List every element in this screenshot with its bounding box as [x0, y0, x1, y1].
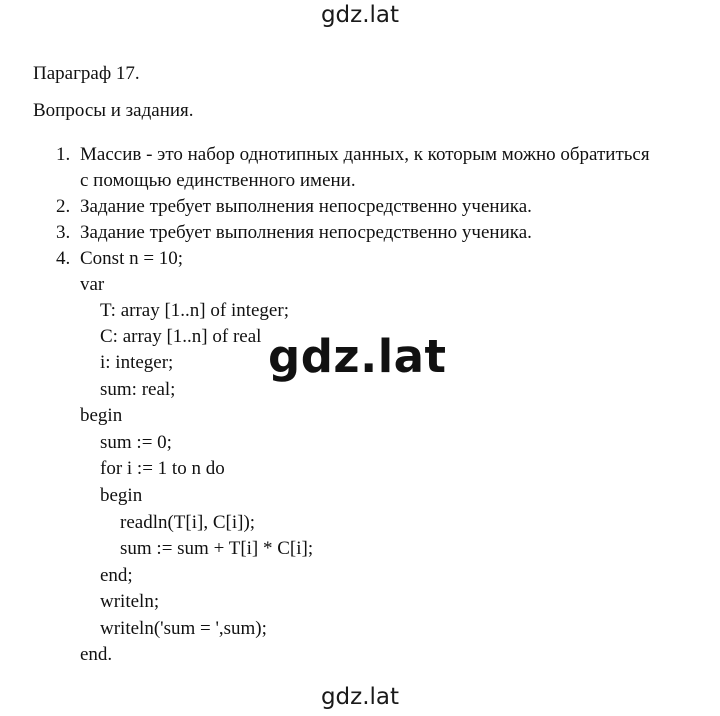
code-line: readln(T[i], C[i]); [120, 512, 256, 533]
code-line: Const n = 10; [80, 248, 184, 269]
code-line: writeln('sum = ',sum); [100, 618, 267, 639]
code-line: begin [80, 405, 123, 426]
item-number-2: 2. [56, 196, 71, 217]
code-line: i: integer; [100, 352, 174, 373]
code-line: T: array [1..n] of integer; [100, 300, 289, 321]
item-number-1: 1. [56, 144, 71, 165]
watermark-top: gdz.lat [320, 2, 400, 28]
code-line: end; [100, 565, 133, 586]
item-number-3: 3. [56, 222, 71, 243]
code-line: sum := sum + T[i] * C[i]; [120, 538, 314, 559]
code-line: begin [100, 485, 143, 506]
item-1-line-1: Массив - это набор однотипных данных, к которым можно обратиться [80, 144, 650, 165]
code-line: var [80, 274, 105, 295]
item-1-line-2: с помощью единственного имени. [80, 170, 356, 191]
code-line: C: array [1..n] of real [100, 326, 262, 347]
item-3-line-1: Задание требует выполнения непосредственно ученика. [80, 222, 532, 243]
section-title: Вопросы и задания. [33, 100, 194, 121]
code-line: sum: real; [100, 379, 176, 400]
watermark-bottom: gdz.lat [320, 684, 400, 710]
code-line: writeln; [100, 591, 160, 612]
code-line: sum := 0; [100, 432, 172, 453]
watermark-center: gdz.lat [268, 330, 447, 383]
code-line: for i := 1 to n do [100, 458, 225, 479]
item-number-4: 4. [56, 248, 71, 269]
code-line: end. [80, 644, 113, 665]
paragraph-title: Параграф 17. [33, 63, 140, 84]
item-2-line-1: Задание требует выполнения непосредственно ученика. [80, 196, 532, 217]
